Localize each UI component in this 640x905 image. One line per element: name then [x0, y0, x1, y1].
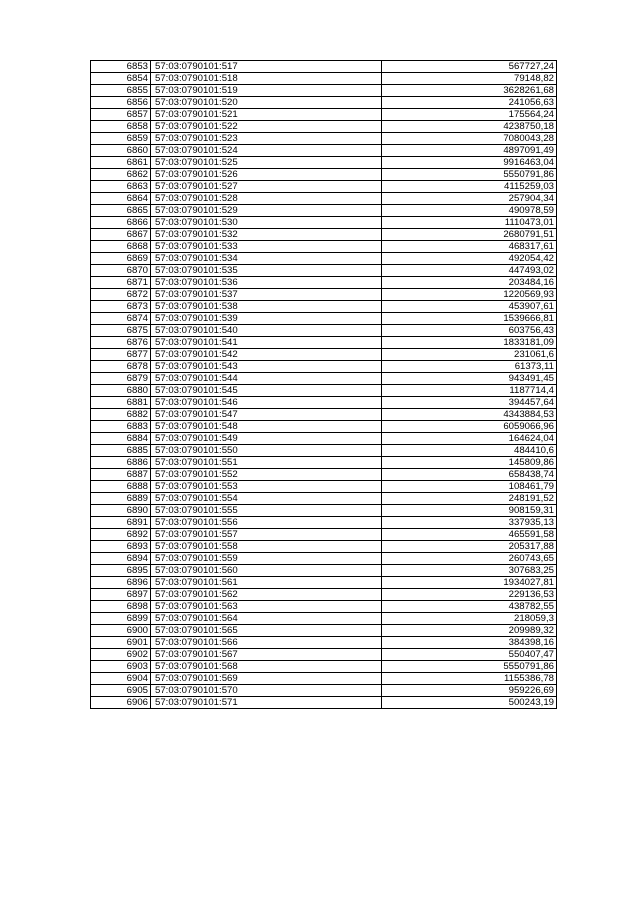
table-row [91, 421, 557, 433]
cadastral-number-cell: 57:03:0790101:566 [151, 637, 382, 649]
row-number-cell: 6871 [91, 277, 151, 289]
row-number-cell: 6863 [91, 181, 151, 193]
cadastral-value-cell: 307683,25 [382, 565, 557, 577]
row-number-cell: 6866 [91, 217, 151, 229]
cadastral-value-cell: 145809,86 [382, 457, 557, 469]
row-number-cell: 6862 [91, 169, 151, 181]
cadastral-number-cell: 57:03:0790101:529 [151, 205, 382, 217]
row-number-cell: 6874 [91, 313, 151, 325]
cadastral-value-cell: 203484,16 [382, 277, 557, 289]
cadastral-value-cell: 164624,04 [382, 433, 557, 445]
table-row [91, 577, 557, 589]
cadastral-value-cell: 337935,13 [382, 517, 557, 529]
row-number-cell: 6872 [91, 289, 151, 301]
table-row [91, 625, 557, 637]
cadastral-value-cell: 1934027,81 [382, 577, 557, 589]
table-row [91, 661, 557, 673]
row-number-cell: 6856 [91, 97, 151, 109]
cadastral-number-cell: 57:03:0790101:554 [151, 493, 382, 505]
table-row [91, 685, 557, 697]
table-row [91, 517, 557, 529]
table-row [91, 145, 557, 157]
table-row [91, 85, 557, 97]
table-row [91, 121, 557, 133]
cadastral-number-cell: 57:03:0790101:546 [151, 397, 382, 409]
cadastral-value-cell: 4343884,53 [382, 409, 557, 421]
cadastral-value-cell: 229136,53 [382, 589, 557, 601]
cadastral-number-cell: 57:03:0790101:521 [151, 109, 382, 121]
cadastral-number-cell: 57:03:0790101:556 [151, 517, 382, 529]
cadastral-number-cell: 57:03:0790101:550 [151, 445, 382, 457]
row-number-cell: 6883 [91, 421, 151, 433]
row-number-cell: 6885 [91, 445, 151, 457]
cadastral-number-cell: 57:03:0790101:570 [151, 685, 382, 697]
table-row [91, 445, 557, 457]
cadastral-number-cell: 57:03:0790101:548 [151, 421, 382, 433]
cadastral-number-cell: 57:03:0790101:533 [151, 241, 382, 253]
table-row [91, 73, 557, 85]
cadastral-value-cell: 490978,59 [382, 205, 557, 217]
row-number-cell: 6869 [91, 253, 151, 265]
cadastral-value-cell: 959226,69 [382, 685, 557, 697]
cadastral-value-cell: 5550791,86 [382, 169, 557, 181]
table-row [91, 505, 557, 517]
table-row [91, 553, 557, 565]
cadastral-number-cell: 57:03:0790101:557 [151, 529, 382, 541]
cadastral-number-cell: 57:03:0790101:520 [151, 97, 382, 109]
cadastral-value-cell: 241056,63 [382, 97, 557, 109]
cadastral-number-cell: 57:03:0790101:559 [151, 553, 382, 565]
table-row [91, 265, 557, 277]
cadastral-value-cell: 567727,24 [382, 61, 557, 73]
table-row [91, 109, 557, 121]
cadastral-value-cell: 260743,65 [382, 553, 557, 565]
cadastral-value-cell: 175564,24 [382, 109, 557, 121]
cadastral-value-cell: 453907,61 [382, 301, 557, 313]
table-row [91, 337, 557, 349]
table-row [91, 385, 557, 397]
row-number-cell: 6895 [91, 565, 151, 577]
cadastral-value-cell: 9916463,04 [382, 157, 557, 169]
row-number-cell: 6899 [91, 613, 151, 625]
cadastral-value-cell: 468317,61 [382, 241, 557, 253]
cadastral-value-cell: 79148,82 [382, 73, 557, 85]
cadastral-value-cell: 943491,45 [382, 373, 557, 385]
cadastral-number-cell: 57:03:0790101:544 [151, 373, 382, 385]
row-number-cell: 6882 [91, 409, 151, 421]
cadastral-value-cell: 447493,02 [382, 265, 557, 277]
table-row [91, 589, 557, 601]
cadastral-number-cell: 57:03:0790101:553 [151, 481, 382, 493]
cadastral-number-cell: 57:03:0790101:568 [151, 661, 382, 673]
cadastral-number-cell: 57:03:0790101:552 [151, 469, 382, 481]
cadastral-value-cell: 1220569,93 [382, 289, 557, 301]
cadastral-number-cell: 57:03:0790101:563 [151, 601, 382, 613]
table-row [91, 169, 557, 181]
cadastral-number-cell: 57:03:0790101:517 [151, 61, 382, 73]
cadastral-number-cell: 57:03:0790101:527 [151, 181, 382, 193]
cadastral-number-cell: 57:03:0790101:560 [151, 565, 382, 577]
cadastral-number-cell: 57:03:0790101:537 [151, 289, 382, 301]
cadastral-value-cell: 231061,6 [382, 349, 557, 361]
cadastral-value-cell: 1155386,78 [382, 673, 557, 685]
cadastral-number-cell: 57:03:0790101:558 [151, 541, 382, 553]
table-row [91, 457, 557, 469]
row-number-cell: 6898 [91, 601, 151, 613]
table-row [91, 361, 557, 373]
table-row [91, 469, 557, 481]
cadastral-number-cell: 57:03:0790101:534 [151, 253, 382, 265]
cadastral-value-cell: 7080043,28 [382, 133, 557, 145]
row-number-cell: 6886 [91, 457, 151, 469]
cadastral-value-cell: 484410,6 [382, 445, 557, 457]
row-number-cell: 6900 [91, 625, 151, 637]
row-number-cell: 6881 [91, 397, 151, 409]
table-row [91, 193, 557, 205]
table-row [91, 313, 557, 325]
row-number-cell: 6878 [91, 361, 151, 373]
table-row [91, 289, 557, 301]
cadastral-value-cell: 4897091,49 [382, 145, 557, 157]
cadastral-value-cell: 3628261,68 [382, 85, 557, 97]
cadastral-number-cell: 57:03:0790101:536 [151, 277, 382, 289]
cadastral-number-cell: 57:03:0790101:549 [151, 433, 382, 445]
table-row [91, 541, 557, 553]
cadastral-value-cell: 1833181,09 [382, 337, 557, 349]
cadastral-value-cell: 1187714,4 [382, 385, 557, 397]
cadastral-value-cell: 603756,43 [382, 325, 557, 337]
cadastral-value-cell: 6059066,96 [382, 421, 557, 433]
table-row [91, 301, 557, 313]
row-number-cell: 6877 [91, 349, 151, 361]
row-number-cell: 6879 [91, 373, 151, 385]
row-number-cell: 6906 [91, 697, 151, 709]
row-number-cell: 6884 [91, 433, 151, 445]
table-row [91, 697, 557, 709]
table-row [91, 601, 557, 613]
table-body [91, 61, 557, 709]
row-number-cell: 6868 [91, 241, 151, 253]
row-number-cell: 6897 [91, 589, 151, 601]
cadastral-number-cell: 57:03:0790101:561 [151, 577, 382, 589]
table-row [91, 397, 557, 409]
row-number-cell: 6890 [91, 505, 151, 517]
row-number-cell: 6889 [91, 493, 151, 505]
cadastral-number-cell: 57:03:0790101:522 [151, 121, 382, 133]
cadastral-number-cell: 57:03:0790101:538 [151, 301, 382, 313]
table-row [91, 157, 557, 169]
table-row [91, 277, 557, 289]
cadastral-number-cell: 57:03:0790101:539 [151, 313, 382, 325]
table-row [91, 217, 557, 229]
row-number-cell: 6904 [91, 673, 151, 685]
cadastral-number-cell: 57:03:0790101:518 [151, 73, 382, 85]
row-number-cell: 6905 [91, 685, 151, 697]
row-number-cell: 6903 [91, 661, 151, 673]
row-number-cell: 6867 [91, 229, 151, 241]
cadastral-number-cell: 57:03:0790101:532 [151, 229, 382, 241]
row-number-cell: 6887 [91, 469, 151, 481]
table-row [91, 673, 557, 685]
table-row [91, 97, 557, 109]
cadastral-number-cell: 57:03:0790101:543 [151, 361, 382, 373]
cadastral-value-cell: 500243,19 [382, 697, 557, 709]
cadastral-value-cell: 4238750,18 [382, 121, 557, 133]
cadastral-number-cell: 57:03:0790101:569 [151, 673, 382, 685]
row-number-cell: 6859 [91, 133, 151, 145]
row-number-cell: 6861 [91, 157, 151, 169]
table-row [91, 637, 557, 649]
row-number-cell: 6892 [91, 529, 151, 541]
cadastral-number-cell: 57:03:0790101:528 [151, 193, 382, 205]
row-number-cell: 6896 [91, 577, 151, 589]
cadastral-value-cell: 465591,58 [382, 529, 557, 541]
cadastral-number-cell: 57:03:0790101:562 [151, 589, 382, 601]
row-number-cell: 6864 [91, 193, 151, 205]
row-number-cell: 6857 [91, 109, 151, 121]
row-number-cell: 6855 [91, 85, 151, 97]
cadastral-number-cell: 57:03:0790101:530 [151, 217, 382, 229]
cadastral-value-cell: 257904,34 [382, 193, 557, 205]
row-number-cell: 6901 [91, 637, 151, 649]
cadastral-value-cell: 550407,47 [382, 649, 557, 661]
cadastral-number-cell: 57:03:0790101:526 [151, 169, 382, 181]
cadastral-value-cell: 4115259,03 [382, 181, 557, 193]
table-row [91, 253, 557, 265]
row-number-cell: 6902 [91, 649, 151, 661]
cadastral-number-cell: 57:03:0790101:525 [151, 157, 382, 169]
cadastral-number-cell: 57:03:0790101:535 [151, 265, 382, 277]
table-row [91, 61, 557, 73]
row-number-cell: 6888 [91, 481, 151, 493]
row-number-cell: 6891 [91, 517, 151, 529]
cadastral-value-cell: 492054,42 [382, 253, 557, 265]
cadastral-value-cell: 658438,74 [382, 469, 557, 481]
cadastral-value-cell: 205317,88 [382, 541, 557, 553]
cadastral-number-cell: 57:03:0790101:571 [151, 697, 382, 709]
cadastral-number-cell: 57:03:0790101:567 [151, 649, 382, 661]
row-number-cell: 6865 [91, 205, 151, 217]
table-row [91, 205, 557, 217]
table-row [91, 649, 557, 661]
row-number-cell: 6894 [91, 553, 151, 565]
row-number-cell: 6893 [91, 541, 151, 553]
table-row [91, 565, 557, 577]
row-number-cell: 6875 [91, 325, 151, 337]
cadastral-value-cell: 61373,11 [382, 361, 557, 373]
cadastral-value-cell: 218059,3 [382, 613, 557, 625]
cadastral-number-cell: 57:03:0790101:523 [151, 133, 382, 145]
cadastral-number-cell: 57:03:0790101:545 [151, 385, 382, 397]
cadastral-number-cell: 57:03:0790101:524 [151, 145, 382, 157]
cadastral-number-cell: 57:03:0790101:540 [151, 325, 382, 337]
cadastral-number-cell: 57:03:0790101:541 [151, 337, 382, 349]
cadastral-value-cell: 1539666,81 [382, 313, 557, 325]
row-number-cell: 6854 [91, 73, 151, 85]
cadastral-number-cell: 57:03:0790101:542 [151, 349, 382, 361]
table-row [91, 613, 557, 625]
table-row [91, 241, 557, 253]
table-row [91, 481, 557, 493]
table-row [91, 373, 557, 385]
row-number-cell: 6858 [91, 121, 151, 133]
cadastral-value-cell: 108461,79 [382, 481, 557, 493]
cadastral-value-cell: 1110473,01 [382, 217, 557, 229]
row-number-cell: 6860 [91, 145, 151, 157]
cadastral-number-cell: 57:03:0790101:551 [151, 457, 382, 469]
cadastral-number-cell: 57:03:0790101:547 [151, 409, 382, 421]
cadastral-value-cell: 2680791,51 [382, 229, 557, 241]
cadastral-value-cell: 5550791,86 [382, 661, 557, 673]
cadastral-value-table [90, 60, 557, 709]
table-row [91, 133, 557, 145]
cadastral-number-cell: 57:03:0790101:564 [151, 613, 382, 625]
table-row [91, 181, 557, 193]
row-number-cell: 6880 [91, 385, 151, 397]
cadastral-value-cell: 908159,31 [382, 505, 557, 517]
row-number-cell: 6876 [91, 337, 151, 349]
row-number-cell: 6853 [91, 61, 151, 73]
row-number-cell: 6870 [91, 265, 151, 277]
table-row [91, 409, 557, 421]
table-row [91, 493, 557, 505]
table-row [91, 229, 557, 241]
table-row [91, 529, 557, 541]
table-row [91, 349, 557, 361]
row-number-cell: 6873 [91, 301, 151, 313]
cadastral-value-cell: 384398,16 [382, 637, 557, 649]
cadastral-value-cell: 394457,64 [382, 397, 557, 409]
cadastral-value-cell: 248191,52 [382, 493, 557, 505]
cadastral-number-cell: 57:03:0790101:555 [151, 505, 382, 517]
cadastral-value-cell: 438782,55 [382, 601, 557, 613]
cadastral-number-cell: 57:03:0790101:565 [151, 625, 382, 637]
table-row [91, 433, 557, 445]
table-row [91, 325, 557, 337]
cadastral-value-cell: 209989,32 [382, 625, 557, 637]
cadastral-number-cell: 57:03:0790101:519 [151, 85, 382, 97]
